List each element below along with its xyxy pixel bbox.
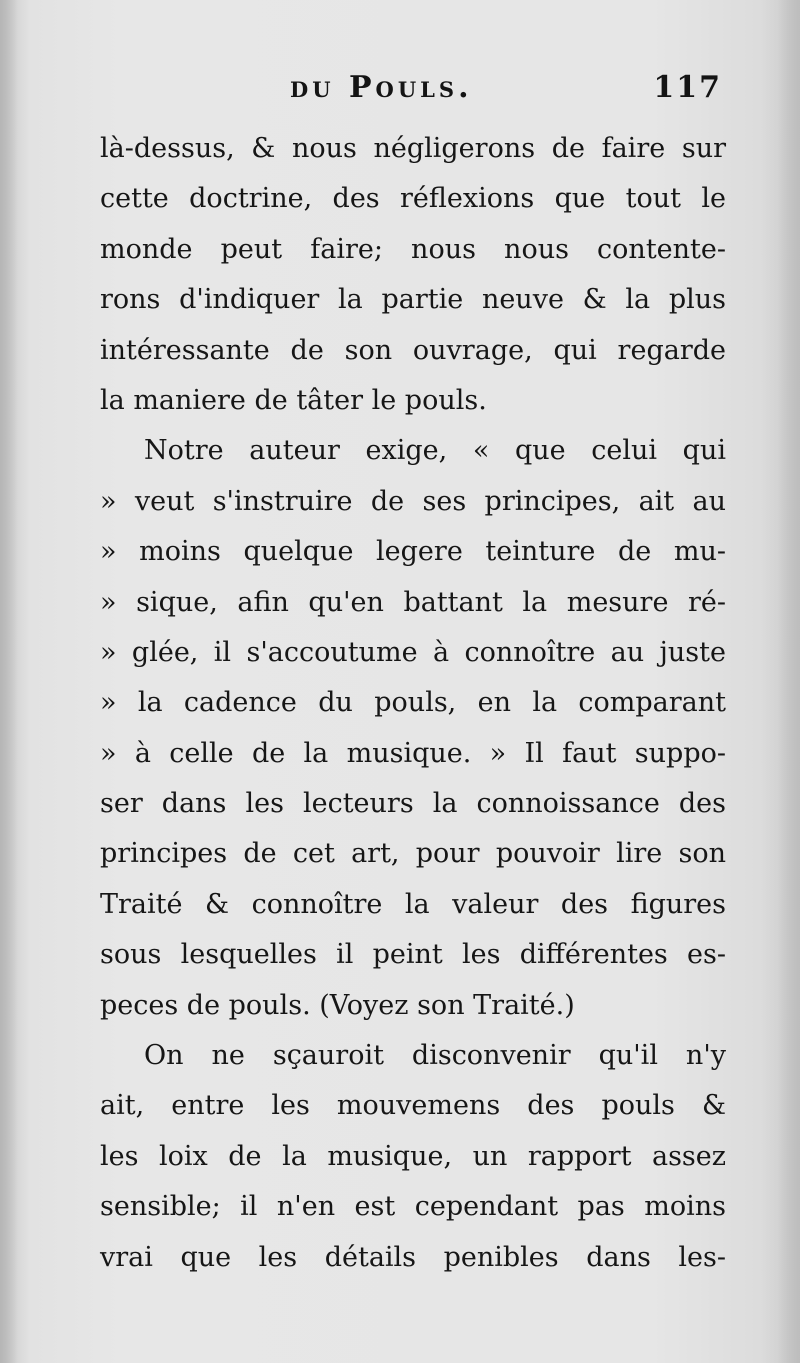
paragraph-start-line: Notre auteur exige, « que celui qui <box>144 435 726 467</box>
text-line: la maniere de tâter le pouls. <box>100 384 487 416</box>
text-line: » sique, afin qu'en battant la mesure ré- <box>100 586 726 618</box>
text-line: vrai que les détails penibles dans les- <box>100 1241 726 1273</box>
text-line: » à celle de la musique. » Il faut suppo- <box>100 737 726 769</box>
running-head: du Pouls. <box>290 70 473 105</box>
text-line: là-dessus, & nous négligerons de faire sur <box>100 133 726 164</box>
text-line: les loix de la musique, un rapport assez <box>100 1140 726 1172</box>
text-line: rons d'indiquer la partie neuve & la plus <box>100 284 726 316</box>
text-line: principes de cet art, pour pouvoir lire son <box>100 838 726 870</box>
text-line: cette doctrine, des réflexions que tout le <box>100 183 726 215</box>
text-line: » glée, il s'accoutume à connoître au juste <box>100 636 726 668</box>
page-number: 117 <box>653 70 722 105</box>
text-line: ser dans les lecteurs la connoissance des <box>100 788 726 820</box>
page-right-shadow <box>778 0 800 1363</box>
page-left-shadow <box>0 0 18 1363</box>
text-line: Traité & connoître la valeur des figures <box>100 888 726 920</box>
text-line: sous lesquelles il peint les différentes es- <box>100 939 726 971</box>
page-header <box>100 70 722 120</box>
text-line: » la cadence du pouls, en la comparant <box>100 687 726 719</box>
text-line: monde peut faire; nous nous contente- <box>100 233 726 265</box>
text-line: sensible; il n'en est cependant pas moins <box>100 1191 726 1223</box>
body-text <box>100 124 726 1283</box>
text-line: intéressante de son ouvrage, qui regarde <box>100 334 726 366</box>
text-line: peces de pouls. (Voyez son Traité.) <box>100 989 575 1021</box>
text-line: » moins quelque legere teinture de mu- <box>100 536 726 568</box>
text-line: ait, entre les mouvemens des pouls & <box>100 1090 726 1122</box>
paragraph-start-line: On ne sçauroit disconvenir qu'il n'y <box>144 1040 726 1072</box>
text-line: » veut s'instruire de ses principes, ait au <box>100 485 726 517</box>
